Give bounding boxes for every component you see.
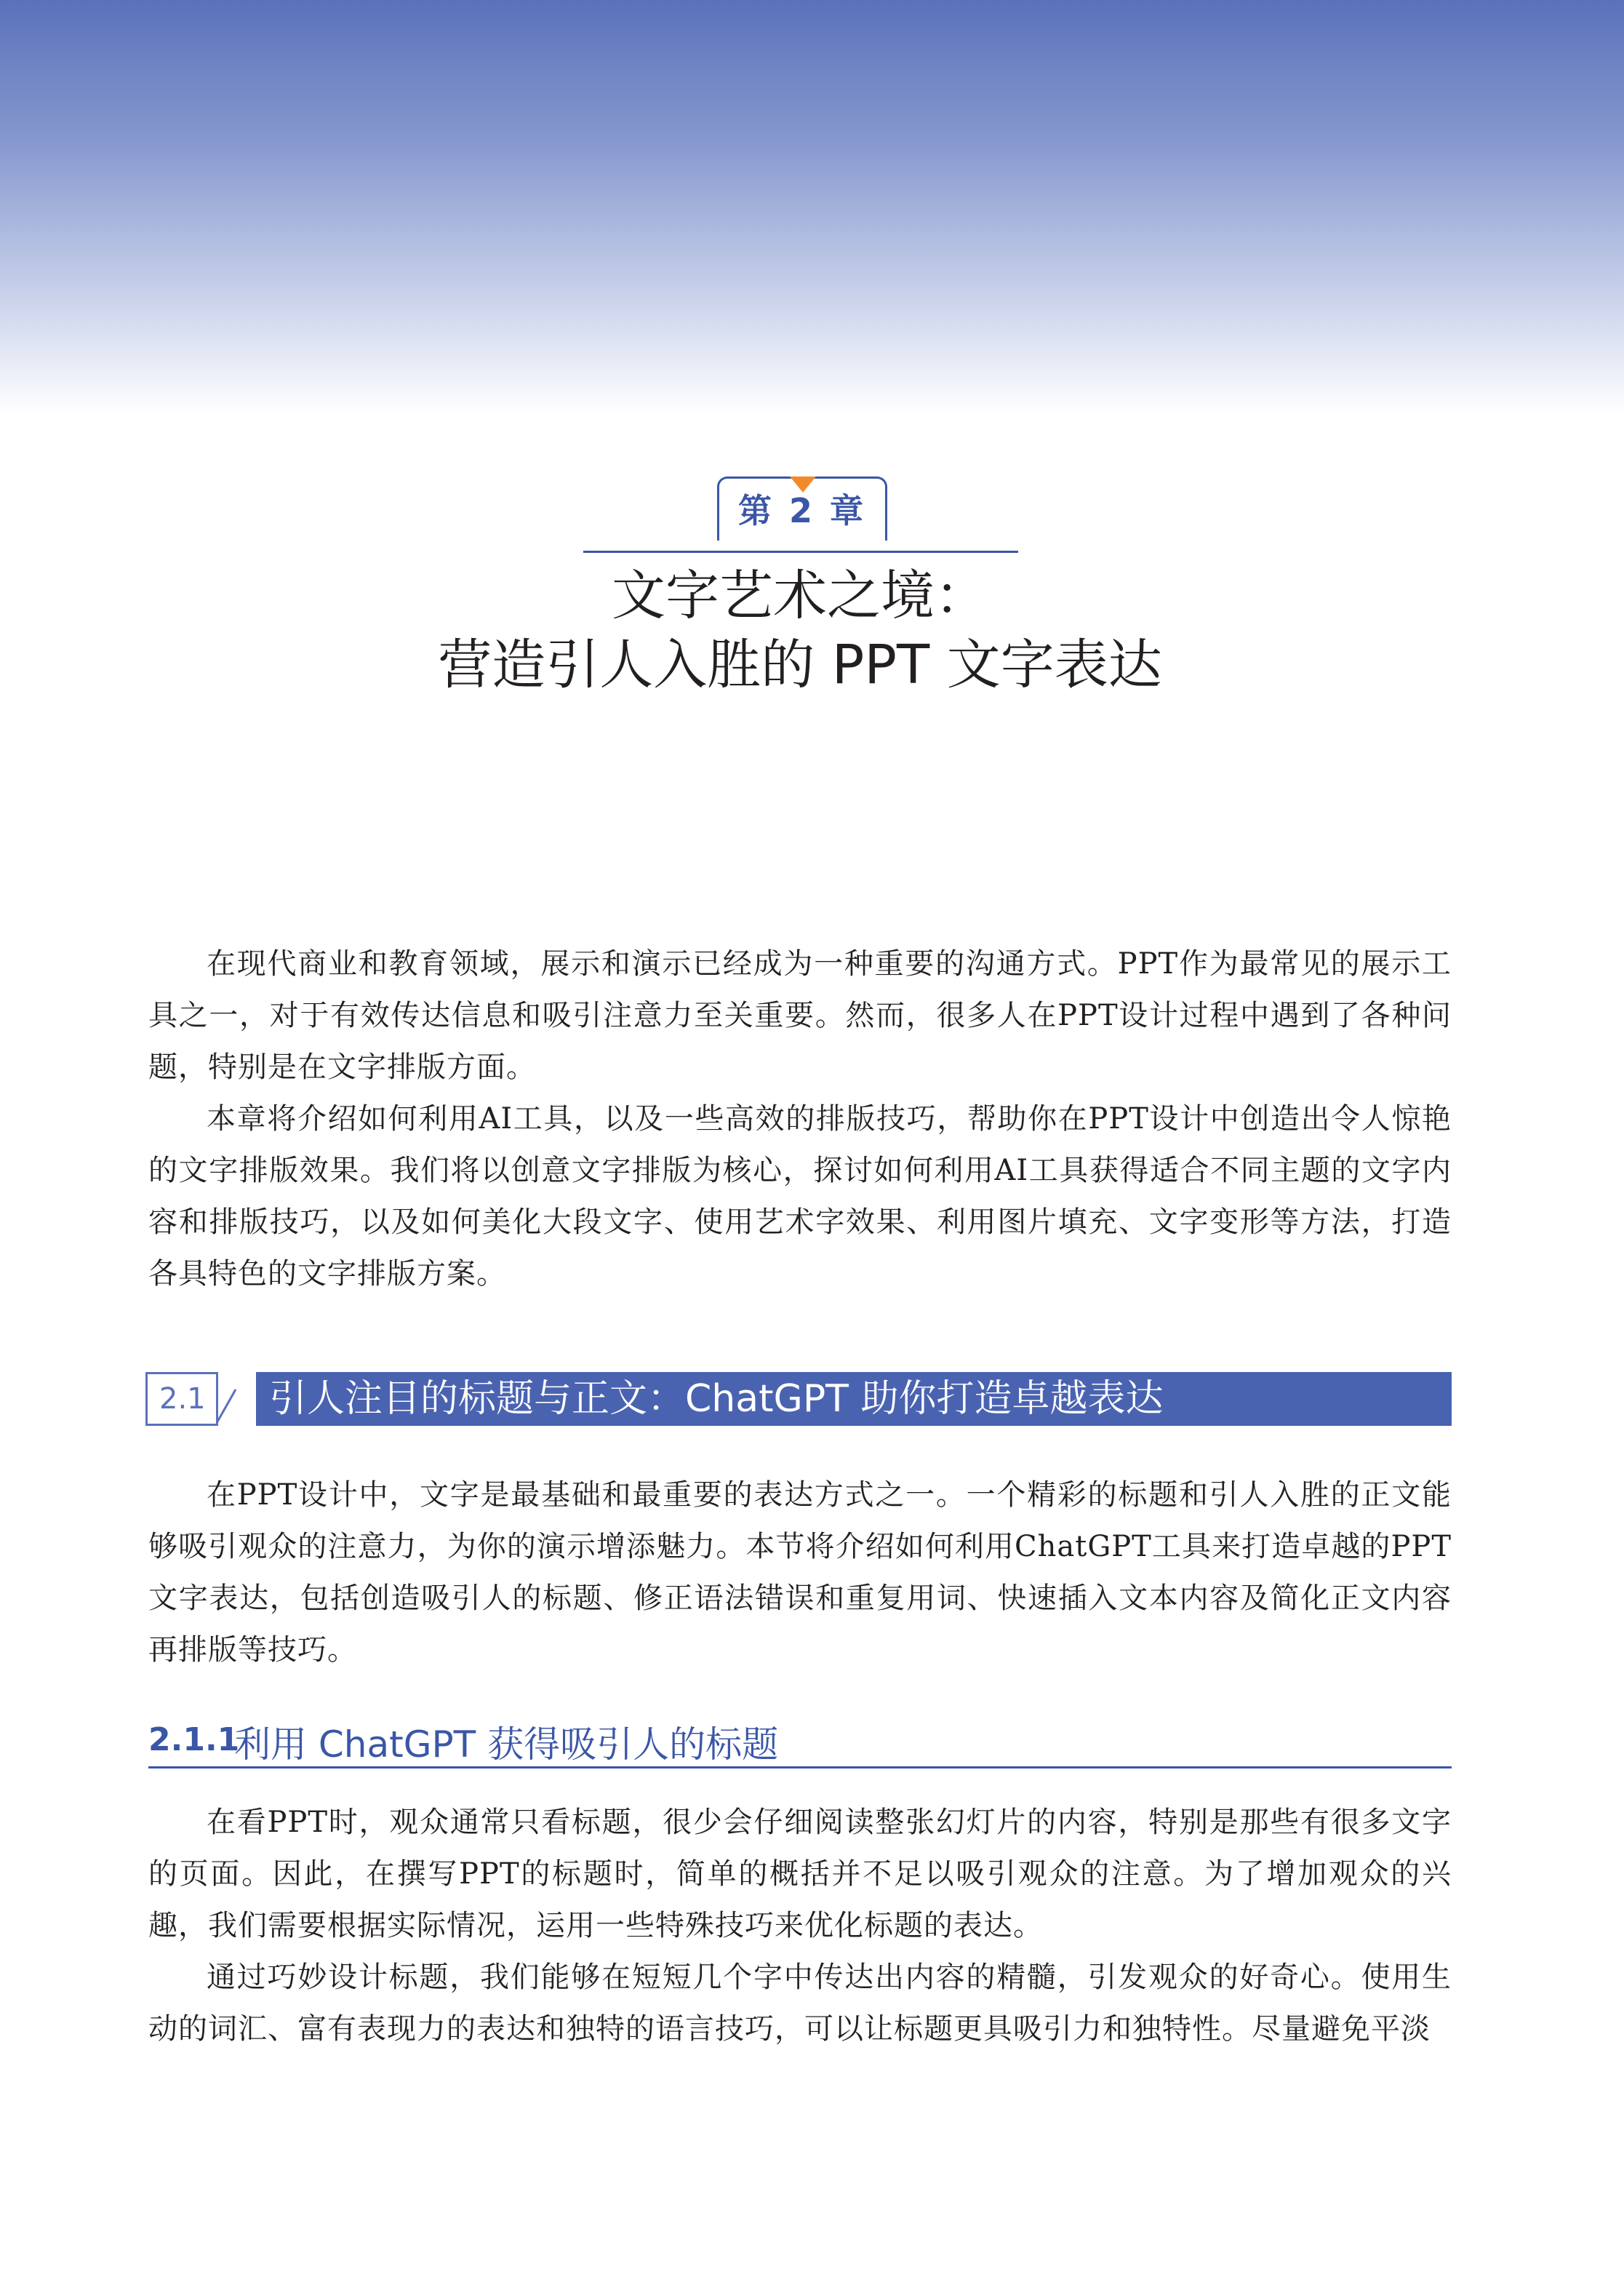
intro-paragraph-1: 在现代商业和教育领域，展示和演示已经成为一种重要的沟通方式。PPT作为最常见的展示工具之一，对于有效传达信息和吸引注意力至关重要。然而，很多人在PPT设计过程中遇到了各种问题，特别是在文字排版方面。 [148, 947, 1452, 1084]
chapter-title-line2: 营造引人入胜的 PPT 文字表达 [438, 634, 1162, 696]
chapter-divider [583, 551, 1018, 553]
header-gradient-band [0, 0, 1624, 415]
subsection-paragraph-1: 在看PPT时，观众通常只看标题，很少会仔细阅读整张幻灯片的内容，特别是那些有很多文字的页面。因此，在撰写PPT的标题时，简单的概括并不足以吸引观众的注意。为了增加观众的兴趣，我们需要根据实际情况，运用一些特殊技巧来优化标题的表达。 [148, 1806, 1452, 1942]
section-number: 2.1 [145, 1372, 218, 1426]
subsection-paragraph-2: 通过巧妙设计标题，我们能够在短短几个字中传达出内容的精髓，引发观众的好奇心。使用生动的词汇、富有表现力的表达和独特的语言技巧，可以让标题更具吸引力和独特性。尽量避免平淡 [148, 1961, 1452, 2046]
subsection-divider [148, 1766, 1452, 1768]
section-slash-icon [215, 1375, 237, 1424]
subsection-title: 利用 ChatGPT 获得吸引人的标题 [234, 1723, 779, 1766]
section-paragraph-1: 在PPT设计中，文字是最基础和最重要的表达方式之一。一个精彩的标题和引人入胜的正文能够吸引观众的注意力，为你的演示增添魅力。本节将介绍如何利用ChatGPT工具来打造卓越的PPT文字表达，包括创造吸引人的标题、修正语法错误和重复用词、快速插入文本内容及简化正文内容再排版等技巧。 [148, 1478, 1452, 1667]
section-title: 引人注目的标题与正文：ChatGPT 助你打造卓越表达 [269, 1377, 1164, 1421]
chapter-title-line1: 文字艺术之境： [612, 565, 988, 627]
chapter-label: 第 2 章 [737, 491, 867, 530]
chapter-tab [717, 476, 887, 541]
subsection-number: 2.1.1 [148, 1721, 240, 1758]
intro-paragraph-2: 本章将介绍如何利用AI工具，以及一些高效的排版技巧，帮助你在PPT设计中创造出令人惊艳的文字排版效果。我们将以创意文字排版为核心，探讨如何利用AI工具获得适合不同主题的文字内容和排版技巧，以及如何美化大段文字、使用艺术字效果、利用图片填充、文字变形等方法，打造各具特色的文字排版方案。 [148, 1102, 1452, 1291]
